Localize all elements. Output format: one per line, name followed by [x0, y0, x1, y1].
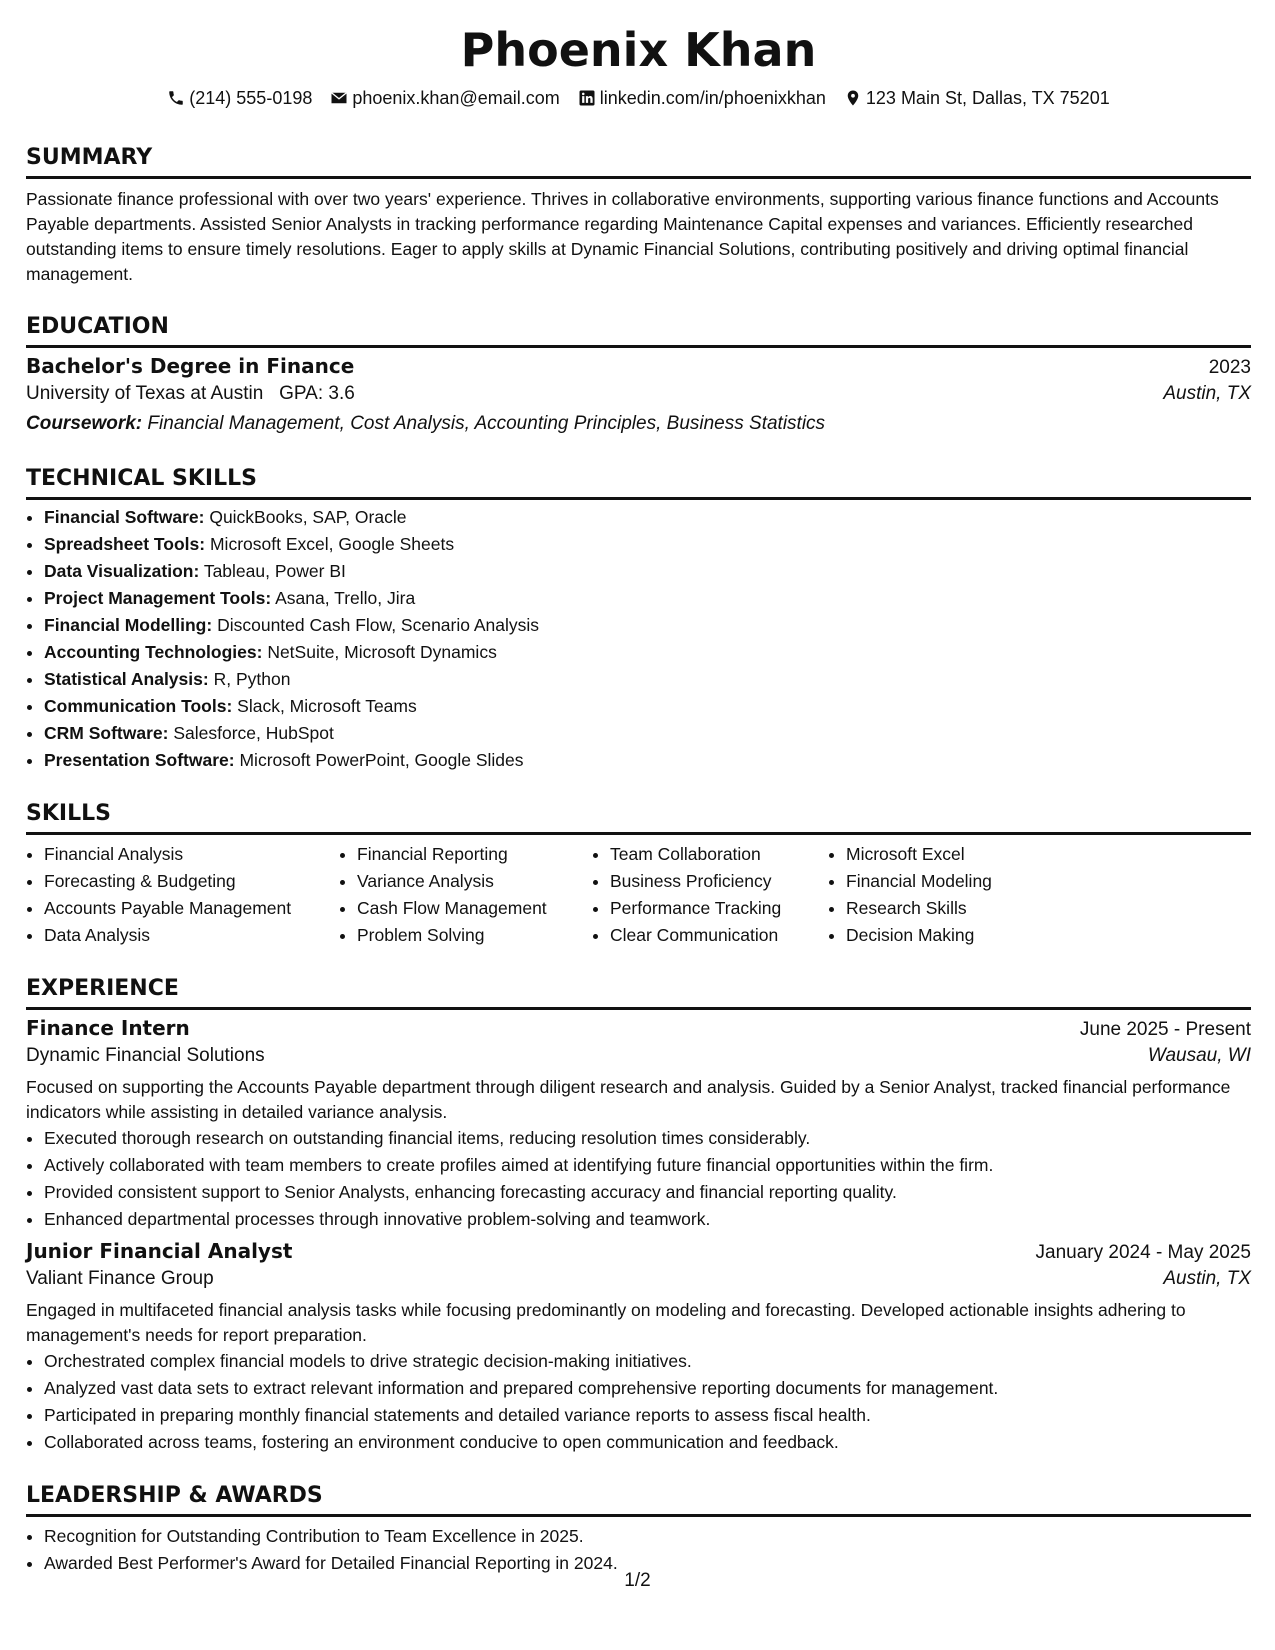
- skill-value: Microsoft PowerPoint, Google Slides: [239, 750, 524, 770]
- job-header: [26, 1239, 1251, 1264]
- skills-grid: [26, 841, 1251, 949]
- skills-column: [26, 841, 339, 949]
- skill-label: Communication Tools:: [44, 696, 233, 716]
- phone-text: (214) 555-0198: [189, 88, 313, 108]
- school-location: Austin, TX: [1163, 383, 1251, 404]
- job-entry: [26, 1239, 1251, 1456]
- education-heading: EDUCATION: [26, 313, 1251, 348]
- technical-skills-heading: TECHNICAL SKILLS: [26, 465, 1251, 500]
- education-row: [26, 354, 1251, 379]
- job-company-row: [26, 1264, 1251, 1294]
- skill-value: NetSuite, Microsoft Dynamics: [267, 642, 497, 662]
- page-number: 1/2: [624, 1570, 651, 1591]
- skill-value: Discounted Cash Flow, Scenario Analysis: [217, 615, 540, 635]
- list-item: • Performance Tracking: [610, 895, 828, 922]
- job-entry: [26, 1016, 1251, 1233]
- school-info: [26, 379, 355, 409]
- job-title: Finance Intern: [26, 1016, 190, 1040]
- list-item: • Business Proficiency: [610, 868, 828, 895]
- list-item: • Analyzed vast data sets to extract relevant information and prepared comprehensive reporting documents for management.: [44, 1375, 1251, 1402]
- list-item: • Team Collaboration: [610, 841, 828, 868]
- list-item: • Actively collaborated with team members to create profiles aimed at identifying future financial opportunities within the firm.: [44, 1152, 1251, 1179]
- list-item: • Research Skills: [846, 895, 1086, 922]
- list-item: • Financial Modeling: [846, 868, 1086, 895]
- list-item: [44, 612, 1251, 639]
- coursework-label: Coursework:: [26, 413, 143, 434]
- skill-label: CRM Software:: [44, 723, 169, 743]
- envelope-icon: [330, 89, 348, 107]
- list-item: [44, 504, 1251, 531]
- resume-page: [26, 0, 1251, 1577]
- skill-value: Slack, Microsoft Teams: [237, 696, 417, 716]
- experience-heading: EXPERIENCE: [26, 975, 1251, 1010]
- list-item: • Variance Analysis: [357, 868, 592, 895]
- list-item: • Cash Flow Management: [357, 895, 592, 922]
- skill-value: QuickBooks, SAP, Oracle: [209, 507, 407, 527]
- skill-label: Accounting Technologies:: [44, 642, 263, 662]
- job-title: Junior Financial Analyst: [26, 1239, 293, 1263]
- job-header: [26, 1016, 1251, 1041]
- list-item: • Forecasting & Budgeting: [44, 868, 339, 895]
- linkedin-text[interactable]: linkedin.com/in/phoenixkhan: [599, 88, 826, 108]
- contact-email[interactable]: [330, 86, 559, 110]
- list-item: • Executed thorough research on outstanding financial items, reducing resolution times considerably.: [44, 1125, 1251, 1152]
- list-item: [44, 639, 1251, 666]
- contact-address: [844, 86, 1110, 110]
- skill-value: Microsoft Excel, Google Sheets: [209, 534, 455, 554]
- list-item: [44, 531, 1251, 558]
- job-company: Valiant Finance Group: [26, 1268, 214, 1289]
- contact-linkedin[interactable]: [578, 86, 826, 110]
- skill-label: Statistical Analysis:: [44, 669, 209, 689]
- list-item: • Microsoft Excel: [846, 841, 1086, 868]
- leadership-heading: LEADERSHIP & AWARDS: [26, 1482, 1251, 1517]
- job-location: Wausau, WI: [1147, 1045, 1251, 1066]
- address-text: 123 Main St, Dallas, TX 75201: [865, 88, 1110, 108]
- coursework: [26, 409, 1251, 439]
- skills-column: [592, 841, 828, 949]
- list-item: [44, 720, 1251, 747]
- job-summary: Focused on supporting the Accounts Payable department through diligent research and analysis. Guided by a Senior Analyst, tracked financial performance indicators while assisting in detailed variance analysis.: [26, 1077, 1231, 1122]
- list-item: • Orchestrated complex financial models to drive strategic decision-making initiatives.: [44, 1348, 1251, 1375]
- job-dates: January 2024 - May 2025: [1035, 1242, 1251, 1263]
- list-item: [44, 747, 1251, 774]
- phone-icon: [167, 89, 185, 107]
- skills-column: [828, 841, 1086, 949]
- leadership-list: [26, 1523, 1251, 1577]
- list-item: • Recognition for Outstanding Contribution to Team Excellence in 2025.: [44, 1523, 1251, 1550]
- list-item: • Participated in preparing monthly financial statements and detailed variance reports to assess fiscal health.: [44, 1402, 1251, 1429]
- list-item: • Enhanced departmental processes through innovative problem-solving and teamwork.: [44, 1206, 1251, 1233]
- summary-text: Passionate finance professional with over two years' experience. Thrives in collaborative environments, supporting various finance functions and Accounts Payable departments. Assisted Senior Analysts in tracking performance regarding Maintenance Capital expenses and variances. Efficiently researched outstanding items to ensure timely resolutions. Eager to apply skills at Dynamic Financial Solutions, contributing positively and driving optimal financial management.: [26, 189, 1219, 284]
- location-pin-icon: [844, 89, 862, 107]
- contact-bar: [26, 86, 1251, 110]
- skills-heading: SKILLS: [26, 800, 1251, 835]
- list-item: • Collaborated across teams, fostering an environment conducive to open communication and feedback.: [44, 1429, 1251, 1456]
- list-item: • Decision Making: [846, 922, 1086, 949]
- linkedin-icon: [578, 89, 596, 107]
- list-item: • Awarded Best Performer's Award for Detailed Financial Reporting in 2024.: [44, 1550, 1251, 1577]
- skill-label: Data Visualization:: [44, 561, 200, 581]
- skills-column: [339, 841, 592, 949]
- technical-skills-list: [26, 504, 1251, 774]
- job-bullets: [26, 1348, 1251, 1456]
- list-item: [44, 558, 1251, 585]
- list-item: [44, 585, 1251, 612]
- coursework-list: Financial Management, Cost Analysis, Accounting Principles, Business Statistics: [147, 413, 826, 434]
- job-dates: June 2025 - Present: [1079, 1019, 1251, 1040]
- job-company-row: [26, 1041, 1251, 1071]
- list-item: • Clear Communication: [610, 922, 828, 949]
- skill-label: Financial Modelling:: [44, 615, 213, 635]
- job-location: Austin, TX: [1163, 1268, 1251, 1289]
- gpa: GPA: 3.6: [279, 383, 355, 404]
- list-item: • Data Analysis: [44, 922, 339, 949]
- list-item: • Accounts Payable Management: [44, 895, 339, 922]
- graduation-year: 2023: [1208, 357, 1251, 378]
- job-summary: Engaged in multifaceted financial analysis tasks while focusing predominantly on modeling and forecasting. Developed actionable insights adhering to management's needs for report preparation.: [26, 1300, 1186, 1345]
- skill-label: Financial Software:: [44, 507, 205, 527]
- degree: Bachelor's Degree in Finance: [26, 354, 355, 378]
- school-name: University of Texas at Austin: [26, 383, 264, 404]
- skill-label: Spreadsheet Tools:: [44, 534, 206, 554]
- list-item: • Problem Solving: [357, 922, 592, 949]
- skill-value: Salesforce, HubSpot: [173, 723, 334, 743]
- contact-phone: [167, 86, 312, 110]
- school-row: [26, 379, 1251, 409]
- email-text[interactable]: phoenix.khan@email.com: [352, 88, 560, 108]
- job-bullets: [26, 1125, 1251, 1233]
- skill-label: Project Management Tools:: [44, 588, 272, 608]
- skill-label: Presentation Software:: [44, 750, 235, 770]
- skill-value: Tableau, Power BI: [203, 561, 346, 581]
- list-item: • Provided consistent support to Senior Analysts, enhancing forecasting accuracy and financial reporting quality.: [44, 1179, 1251, 1206]
- list-item: • Financial Reporting: [357, 841, 592, 868]
- list-item: • Financial Analysis: [44, 841, 339, 868]
- candidate-name: Phoenix Khan: [460, 23, 817, 77]
- summary-heading: SUMMARY: [26, 144, 1251, 179]
- skill-value: Asana, Trello, Jira: [275, 588, 416, 608]
- list-item: [44, 693, 1251, 720]
- skill-value: R, Python: [213, 669, 291, 689]
- list-item: [44, 666, 1251, 693]
- job-company: Dynamic Financial Solutions: [26, 1045, 265, 1066]
